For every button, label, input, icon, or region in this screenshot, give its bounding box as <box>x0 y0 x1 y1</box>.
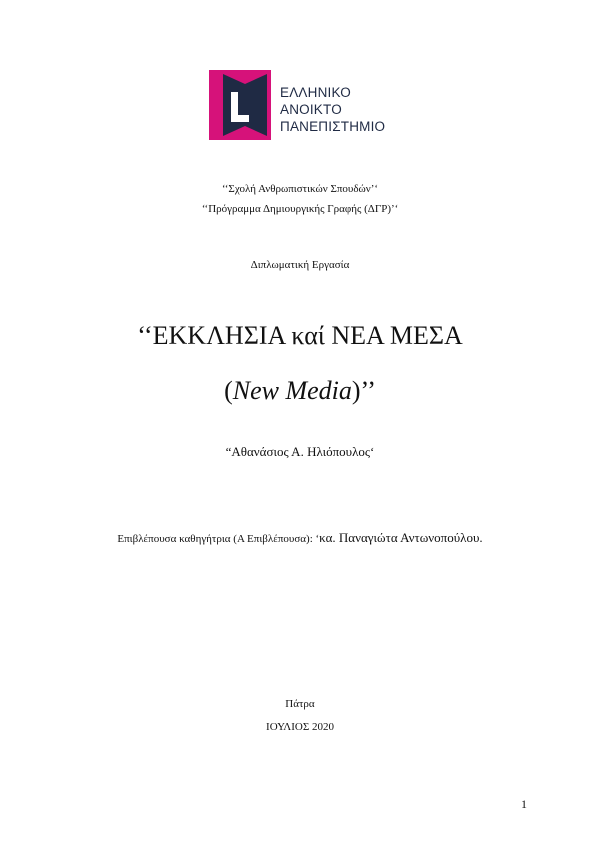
logo-line-2: ΑΝΟΙΚΤΟ <box>280 102 342 117</box>
supervisor-name: κα. Παναγιώτα Αντωνοπούλου. <box>319 530 483 545</box>
program-name: ‘‘Πρόγραμμα Δημιουργικής Γραφής (ΔΓΡ)’‘ <box>201 203 399 215</box>
logo-line-3: ΠΑΝΕΠΙΣΤΗΜΙΟ <box>280 119 386 134</box>
author-name: “Αθανάσιος Α. Ηλιόπουλος‘ <box>225 444 375 459</box>
document-type: Διπλωματική Εργασία <box>250 259 350 271</box>
title-paren-open: ( <box>224 376 233 405</box>
page-number: 1 <box>521 797 527 811</box>
logo-line-1: ΕΛΛΗΝΙΚΟ <box>280 85 351 100</box>
title-line-1: ‘‘ΕΚΚΛΗΣΙΑ καί ΝΕΑ ΜΕΣΑ <box>137 321 463 350</box>
supervisor-line <box>0 530 600 546</box>
university-logo-mark <box>209 70 271 140</box>
supervisor-label: Επιβλέπουσα καθηγήτρια (Α Επιβλέπουσα): ‘ <box>117 533 320 545</box>
city: Πάτρα <box>285 698 315 710</box>
university-logo <box>209 70 399 140</box>
university-logo-text <box>280 84 385 135</box>
title-paren-close: )’’ <box>351 376 376 405</box>
school-name: ‘‘Σχολή Ανθρωπιστικών Σπουδών’‘ <box>221 183 379 195</box>
title-line-2 <box>0 376 600 406</box>
title-italic-subtitle: New Media <box>232 376 352 405</box>
date: ΙΟΥΛΙΟΣ 2020 <box>266 721 334 733</box>
